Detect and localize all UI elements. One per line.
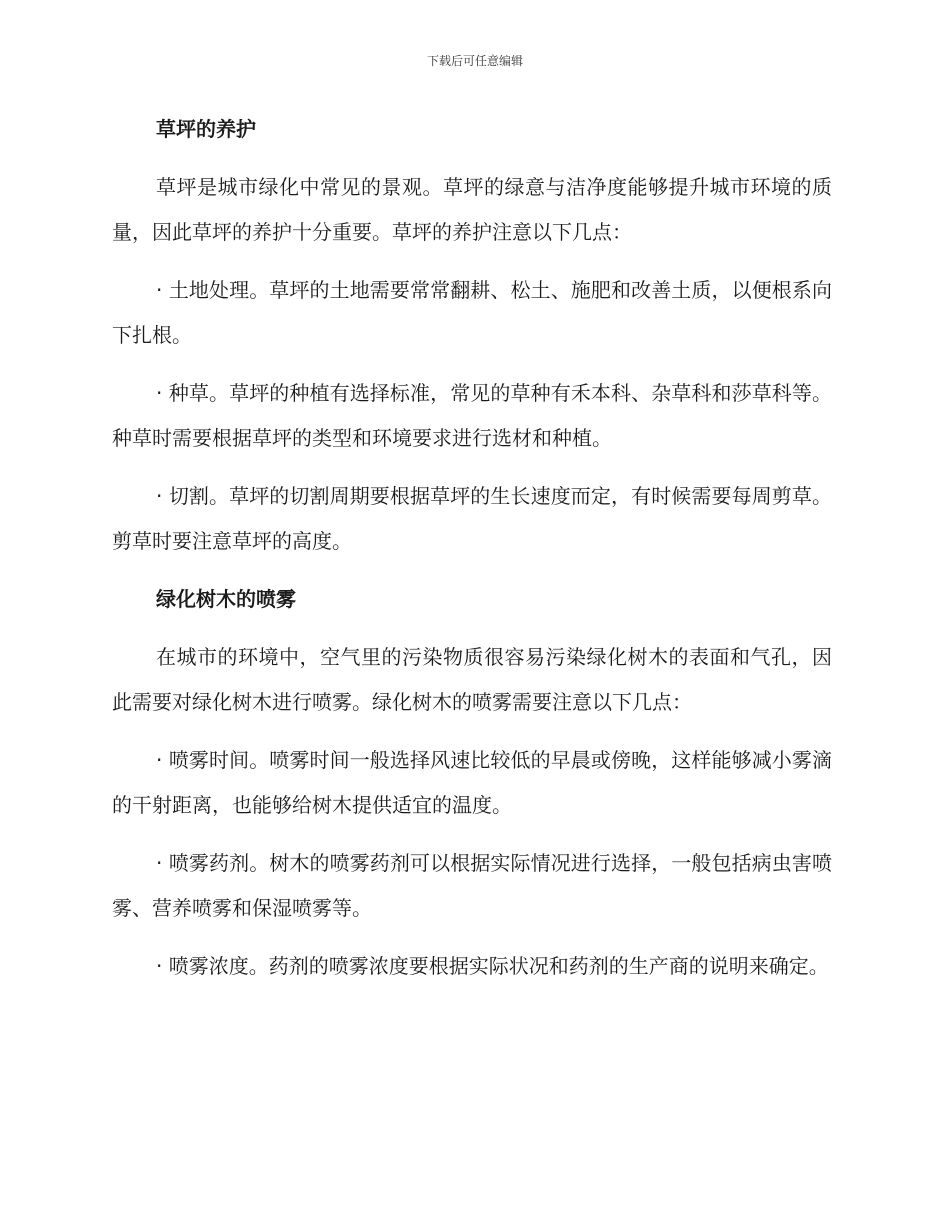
section-heading: 草坪的养护 (156, 117, 256, 141)
bullet-point: · 土地处理。草坪的土地需要常常翻耕、松土、施肥和改善土质，以便根系向下扎根。 (112, 278, 832, 347)
document-body (112, 107, 832, 1002)
bullet-point: · 喷雾药剂。树木的喷雾药剂可以根据实际情况进行选择，一般包括病虫害喷雾、营养喷雾和保湿喷雾等。 (112, 851, 832, 920)
section-heading: 绿化树木的喷雾 (156, 587, 296, 611)
section-intro: 在城市的环境中，空气里的污染物质很容易污染绿化树木的表面和气孔，因此需要对绿化树木进行喷雾。绿化树木的喷雾需要注意以下几点： (112, 645, 832, 714)
section-intro: 草坪是城市绿化中常见的景观。草坪的绿意与洁净度能够提升城市环境的质量，因此草坪的养护十分重要。草坪的养护注意以下几点： (112, 175, 832, 244)
bullet-point: · 喷雾时间。喷雾时间一般选择风速比较低的早晨或傍晚，这样能够减小雾滴的干射距离，也能够给树木提供适宜的温度。 (112, 748, 832, 817)
bullet-point: · 切割。草坪的切割周期要根据草坪的生长速度而定，有时候需要每周剪草。剪草时要注意草坪的高度。 (112, 484, 832, 553)
section-tree-spraying (112, 577, 832, 989)
section-lawn-care (112, 107, 832, 564)
page-header: 下载后可任意编辑 (426, 54, 523, 68)
bullet-point: · 喷雾浓度。药剂的喷雾浓度要根据实际状况和药剂的生产商的说明来确定。 (156, 954, 829, 978)
bullet-point: · 种草。草坪的种植有选择标准，常见的草种有禾本科、杂草科和莎草科等。种草时需要根据草坪的类型和环境要求进行选材和种植。 (112, 381, 832, 450)
